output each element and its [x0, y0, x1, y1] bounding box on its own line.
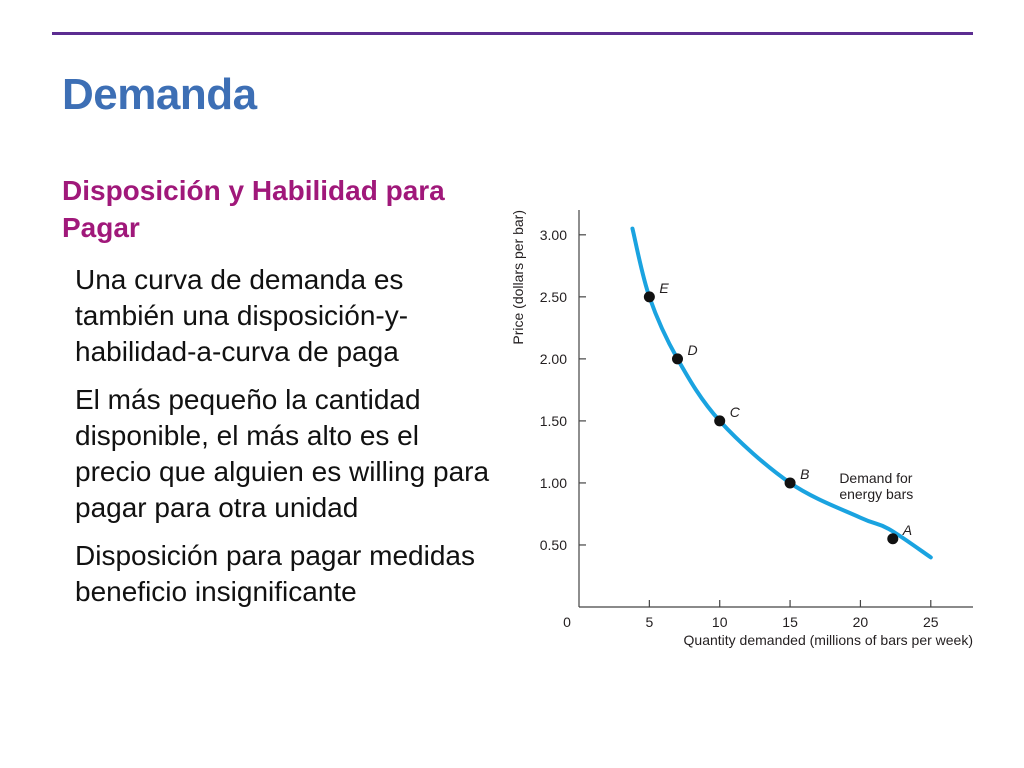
- y-tick-label: 2.00: [539, 350, 567, 367]
- demand-chart: [500, 195, 1000, 665]
- point-label-e: E: [659, 279, 669, 296]
- demand-curve: [632, 229, 930, 558]
- point-e: [644, 291, 655, 302]
- bullet-item: Una curva de demanda es también una disposición-y-habilidad-a-curva de paga: [75, 264, 409, 367]
- bullet-item: Disposición para pagar medidas beneficio insignificante: [75, 540, 475, 607]
- x-tick-label: 25: [922, 614, 939, 630]
- curve-annotation: energy bars: [839, 486, 914, 503]
- point-d: [672, 353, 683, 364]
- y-tick-label: 3.00: [539, 226, 567, 243]
- slide-subtitle: Disposición y Habilidad para Pagar: [62, 175, 445, 243]
- slide-title: Demanda: [62, 70, 257, 119]
- bullet-item: El más pequeño la cantidad disponible, el más alto es el precio que alguien es willing para pagar para otra unidad: [75, 384, 490, 523]
- y-tick-label: 1.00: [539, 474, 567, 491]
- point-b: [785, 477, 796, 488]
- x-tick-label: 10: [711, 614, 728, 630]
- y-tick-label: 0.50: [539, 536, 567, 553]
- point-a: [887, 533, 898, 544]
- bullet-list: [75, 262, 495, 622]
- point-label-a: A: [902, 521, 913, 538]
- x-tick-label: 15: [782, 614, 798, 630]
- y-tick-label: 2.50: [539, 288, 567, 305]
- x-tick-label: 20: [852, 614, 869, 630]
- point-label-c: C: [729, 403, 740, 420]
- x-tick-label: 5: [645, 614, 654, 630]
- top-divider-line: [52, 32, 973, 35]
- x-axis-title: Quantity demanded (millions of bars per week): [683, 632, 973, 648]
- point-label-d: D: [687, 341, 698, 358]
- point-label-b: B: [800, 465, 810, 482]
- y-tick-label: 1.50: [539, 412, 567, 429]
- point-c: [714, 415, 725, 426]
- origin-label: 0: [563, 614, 571, 630]
- y-axis-title: Price (dollars per bar): [510, 210, 526, 345]
- curve-annotation: Demand for: [839, 469, 913, 486]
